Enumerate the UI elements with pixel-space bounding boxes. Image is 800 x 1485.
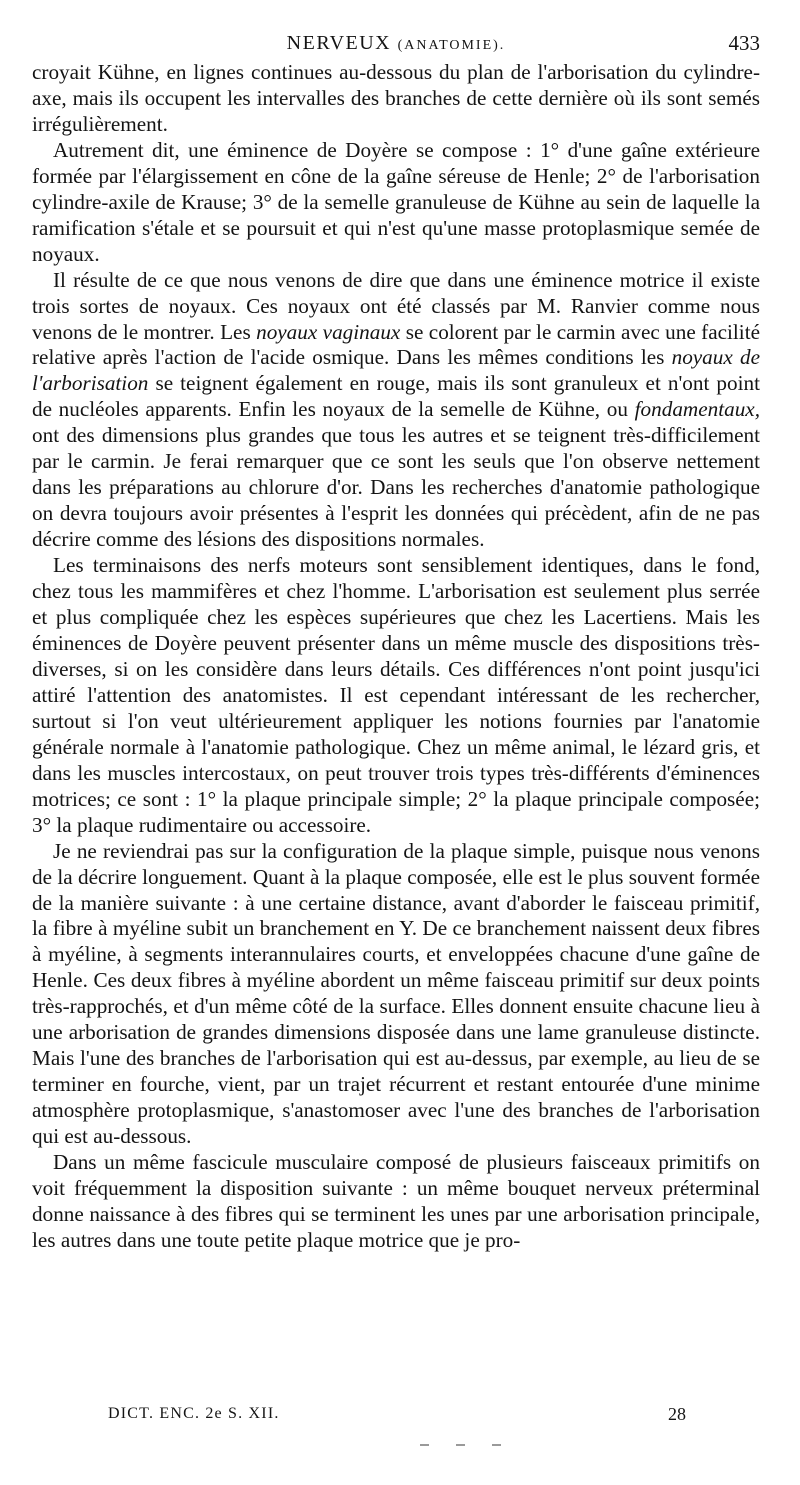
paragraph xyxy=(32,1150,760,1254)
footer xyxy=(108,1402,708,1426)
text-run: Dans un même fascicule musculaire composé de plusieurs faisceaux primitifs on voit fréquemment la disposition suivante : un même bouquet nerveux préterminal donne naissance à des fibres qui se terminent les unes par une arborisation principale, les autres dans une toute petite plaque motrice que je pro- xyxy=(32,1150,760,1252)
header-title-line xyxy=(32,30,760,59)
paragraph xyxy=(32,60,760,138)
paragraph xyxy=(32,138,760,268)
body-text xyxy=(32,60,760,1254)
text-run: croyait Kühne, en lignes continues au-dessous du plan de l'arborisation du cylindre-axe, mais ils occupent les intervalles des branches de cette dernière où ils sont semés irrégulièrement. xyxy=(32,60,760,136)
printer-marks xyxy=(420,1444,500,1448)
italic-term: noyaux vaginaux xyxy=(256,319,401,344)
header-subtitle: (ANATOMIE). xyxy=(397,38,506,53)
sheet-number: 28 xyxy=(668,1404,686,1424)
paragraph xyxy=(32,839,760,1150)
italic-term: noyaux de l'arborisation xyxy=(32,345,761,396)
text-run: Autrement dit, une éminence de Doyère se compose : 1° d'une gaîne extérieure formée par l'élargissement en cône de la gaîne séreuse de Henle; 2° de l'arborisation cylindre-axile de Krause; 3° de la semelle granuleuse de Kühne au sein de laquelle la ramification s'étale et se poursuit et qui n'est qu'une masse protoplasmique semée de noyaux. xyxy=(32,137,760,266)
footer-signature: DICT. ENC. 2e S. XII. xyxy=(108,1405,280,1422)
text-run: se colorent par le carmin avec une facilité relative après l'action de l'acide osmique. Dans les mêmes conditions les xyxy=(32,319,760,370)
paragraph xyxy=(32,553,760,838)
text-run: Je ne reviendrai pas sur la configuration de la plaque simple, puisque nous venons de la décrire longuement. Quant à la plaque composée, elle est le plus souvent formée de la manière suivante : à une certaine distance, avant d'aborder le faisceau primitif, la fibre à myéline subit un branchement en Y. De ce branchement naissent deux fibres à myéline, à segments interannulaires courts, et enveloppées chacune d'une gaîne de Henle. Ces deux fibres à myéline abordent un même faisceau primitif sur deux points très-rapprochés, et d'un même côté de la surface. Elles donnent ensuite chacune lieu à une arborisation de grandes dimensions disposée dans une lame granuleuse distincte. Mais l'une des branches de l'arborisation qui est au-dessus, par exemple, au lieu de se terminer en fourche, vient, par un trajet récurrent et restant entourée d'une minime atmosphère protoplasmique, s'anastomoser avec l'une des branches de l'arborisation qui est au-dessous. xyxy=(32,838,760,1149)
header-title: NERVEUX xyxy=(286,32,392,54)
text-run: se teignent également en rouge, mais ils sont granuleux et n'ont point de nucléoles apparents. Enfin les noyaux de la semelle de Kühne, ou xyxy=(32,371,760,422)
text-run: Il résulte de ce que nous venons de dire que dans une éminence motrice il existe trois sortes de noyaux. Ces noyaux ont été classés par M. Ranvier comme nous venons de le montrer. Les xyxy=(32,267,760,344)
printer-mark xyxy=(420,1444,429,1446)
text-run: Les terminaisons des nerfs moteurs sont sensiblement identiques, dans le fond, chez tous les mammifères et chez l'homme. L'arborisation est seulement plus serrée et plus compliquée chez les espèces supérieures que chez les Lacertiens. Mais les éminences de Doyère peuvent présenter dans un même muscle des dispositions très-diverses, si on les considère dans leurs détails. Ces différences n'ont point jusqu'ici attiré l'attention des anatomistes. Il est cependant intéressant de les rechercher, surtout si l'on veut ultérieurement appliquer les notions fournies par l'anatomie générale normale à l'anatomie pathologique. Chez un même animal, le lézard gris, et dans les muscles intercostaux, on peut trouver trois types très-différents d'éminences motrices; ce sont : 1° la plaque principale simple; 2° la plaque principale composée; 3° la plaque rudimentaire ou accessoire. xyxy=(32,553,760,837)
printer-mark xyxy=(492,1444,501,1446)
running-header xyxy=(32,30,760,56)
page-number: 433 xyxy=(728,31,760,55)
printer-mark xyxy=(456,1444,465,1446)
paragraph xyxy=(32,268,760,553)
text-run: ont des dimensions plus grandes que tous les autres et se teignent très-difficilement par le carmin. Je ferai remarquer que ce sont les seuls que l'on observe nettement dans les préparations au chlorure d'or. Dans les recherches d'anatomie pathologique on devra toujours avoir présentes à l'esprit les données qui précèdent, afin de ne pas décrire comme des lésions des dispositions normales. xyxy=(32,423,760,552)
italic-term: fondamentaux, xyxy=(634,397,760,422)
